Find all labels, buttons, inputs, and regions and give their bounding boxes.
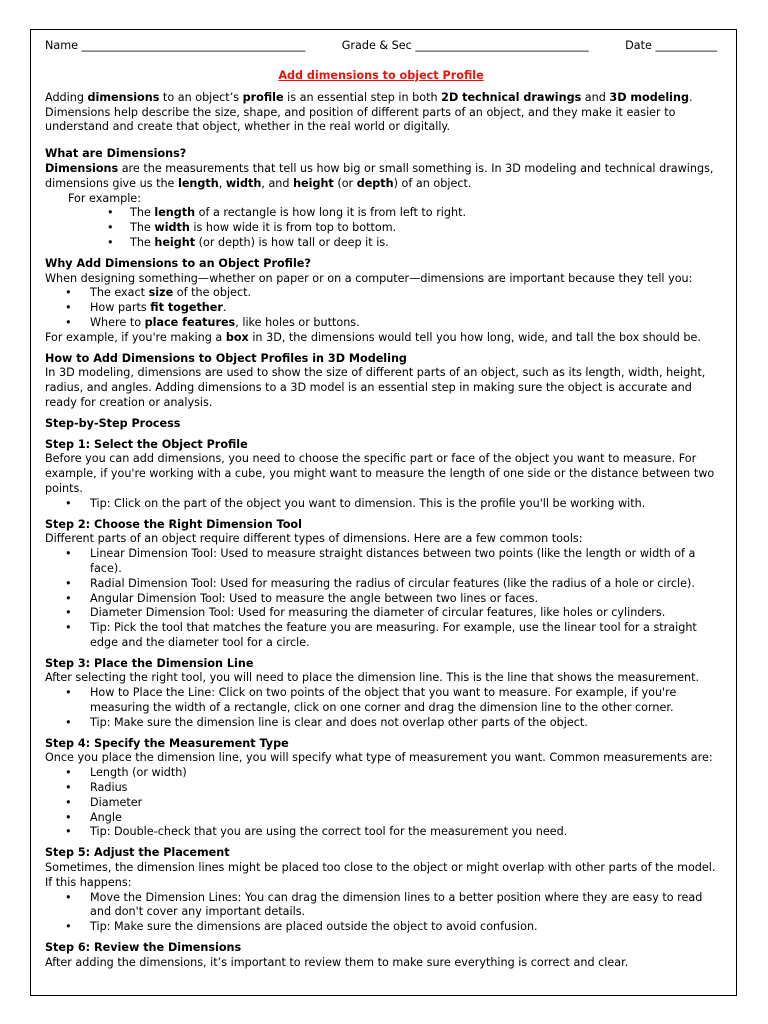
date-field: Date ___________ [625,39,717,52]
step1-text: Before you can add dimensions, you need to choose the specific part or face of the object you want to measure. For example, if you're working with a cube, you might want to measure the length of one side or the distance between two points. [45,452,715,495]
example-label: For example: [68,191,141,205]
step1-list [45,497,717,512]
step5-list [45,891,717,935]
student-info-line [45,38,717,54]
list-item: • Tip: Double-check that you are using the correct tool for the measurement you need. [45,825,717,840]
why-heading: Why Add Dimensions to an Object Profile? [45,256,311,270]
list-item: • Angular Dimension Tool: Used to measure the angle between two lines or faces. [45,592,717,607]
list-item: • Diameter Dimension Tool: Used for measuring the diameter of circular features, like holes or cylinders. [45,606,717,621]
what-example-list [45,206,717,250]
list-item: • Radius [45,781,717,796]
how-paragraph: In 3D modeling, dimensions are used to show the size of different parts of an object, such as its length, width, height, radius, and angles. Adding dimensions to a 3D model is an essential step in making sure the object is accurate and ready for creation or analysis. [45,366,706,409]
list-item: • How to Place the Line: Click on two points of the object that you want to measure. For example, if you're measuring the width of a rectangle, click on one corner and drag the dimension line to the other corner. [45,686,717,716]
step4-text: Once you place the dimension line, you will specify what type of measurement you want. Common measurements are: [45,751,713,765]
what-heading: What are Dimensions? [45,147,187,161]
step2-list [45,547,717,651]
list-item: • Tip: Click on the part of the object you want to dimension. This is the profile you'll be working with. [45,497,717,512]
list-item: • How parts fit together. [45,301,717,316]
name-field: Name ________________________________________ [45,39,306,52]
document-title: Add dimensions to object Profile [278,69,484,82]
list-item: • Where to place features, like holes or buttons. [45,316,717,331]
why-list [45,286,717,330]
list-item: • Radial Dimension Tool: Used for measuring the radius of circular features (like the radius of a hole or circle). [45,577,717,592]
step3-heading: Step 3: Place the Dimension Line [45,656,254,670]
step3-text: After selecting the right tool, you will need to place the dimension line. This is the line that shows the measurement. [45,671,700,685]
list-item: • The exact size of the object. [45,286,717,301]
how-heading: How to Add Dimensions to Object Profiles in 3D Modeling [45,351,407,365]
step3-list [45,686,717,730]
intro-paragraph: Adding dimensions to an object’s profile is an essential step in both 2D technical drawings and 3D modeling. Dimensions help describe the size, shape, and position of different parts of an object, and they make it easier to understand and create that object, whether in the real world or digitally. [45,90,693,134]
list-item: • Diameter [45,796,717,811]
step4-heading: Step 4: Specify the Measurement Type [45,736,289,750]
step4-list [45,766,717,840]
grade-section-field: Grade & Sec _______________________________ [341,39,589,52]
step6-heading: Step 6: Review the Dimensions [45,941,242,955]
step5-text: Sometimes, the dimension lines might be placed too close to the object or might overlap with other parts of the model. If this happens: [45,861,716,889]
list-item: • Move the Dimension Lines: You can drag the dimension lines to a better position where they are easy to read and don't cover any important details. [45,891,717,921]
what-paragraph: Dimensions are the measurements that tell us how big or small something is. In 3D modeling and technical drawings, dimensions give us the length, width, and height (or depth) of an object. [45,161,714,190]
process-heading: Step-by-Step Process [45,416,181,430]
list-item: • Linear Dimension Tool: Used to measure straight distances between two points (like the length or width of a face). [45,547,717,577]
why-example: For example, if you're making a box in 3D, the dimensions would tell you how long, wide, and tall the box should be. [45,330,701,344]
step6-text: After adding the dimensions, it’s important to review them to make sure everything is correct and clear. [45,955,629,969]
list-item: • The height (or depth) is how tall or deep it is. [45,236,717,251]
list-item: • Length (or width) [45,766,717,781]
document-content [45,38,717,971]
list-item: • Tip: Make sure the dimensions are placed outside the object to avoid confusion. [45,920,717,935]
list-item: • The width is how wide it is from top to bottom. [45,221,717,236]
step5-heading: Step 5: Adjust the Placement [45,846,230,860]
step2-heading: Step 2: Choose the Right Dimension Tool [45,517,302,531]
step1-heading: Step 1: Select the Object Profile [45,437,248,451]
step2-text: Different parts of an object require different types of dimensions. Here are a few common tools: [45,532,583,546]
list-item: • The length of a rectangle is how long it is from left to right. [45,206,717,221]
list-item: • Tip: Pick the tool that matches the feature you are measuring. For example, use the linear tool for a straight edge and the diameter tool for a circle. [45,621,717,651]
list-item: • Angle [45,811,717,826]
list-item: • Tip: Make sure the dimension line is clear and does not overlap other parts of the object. [45,716,717,731]
why-intro: When designing something—whether on paper or on a computer—dimensions are important because they tell you: [45,271,693,285]
